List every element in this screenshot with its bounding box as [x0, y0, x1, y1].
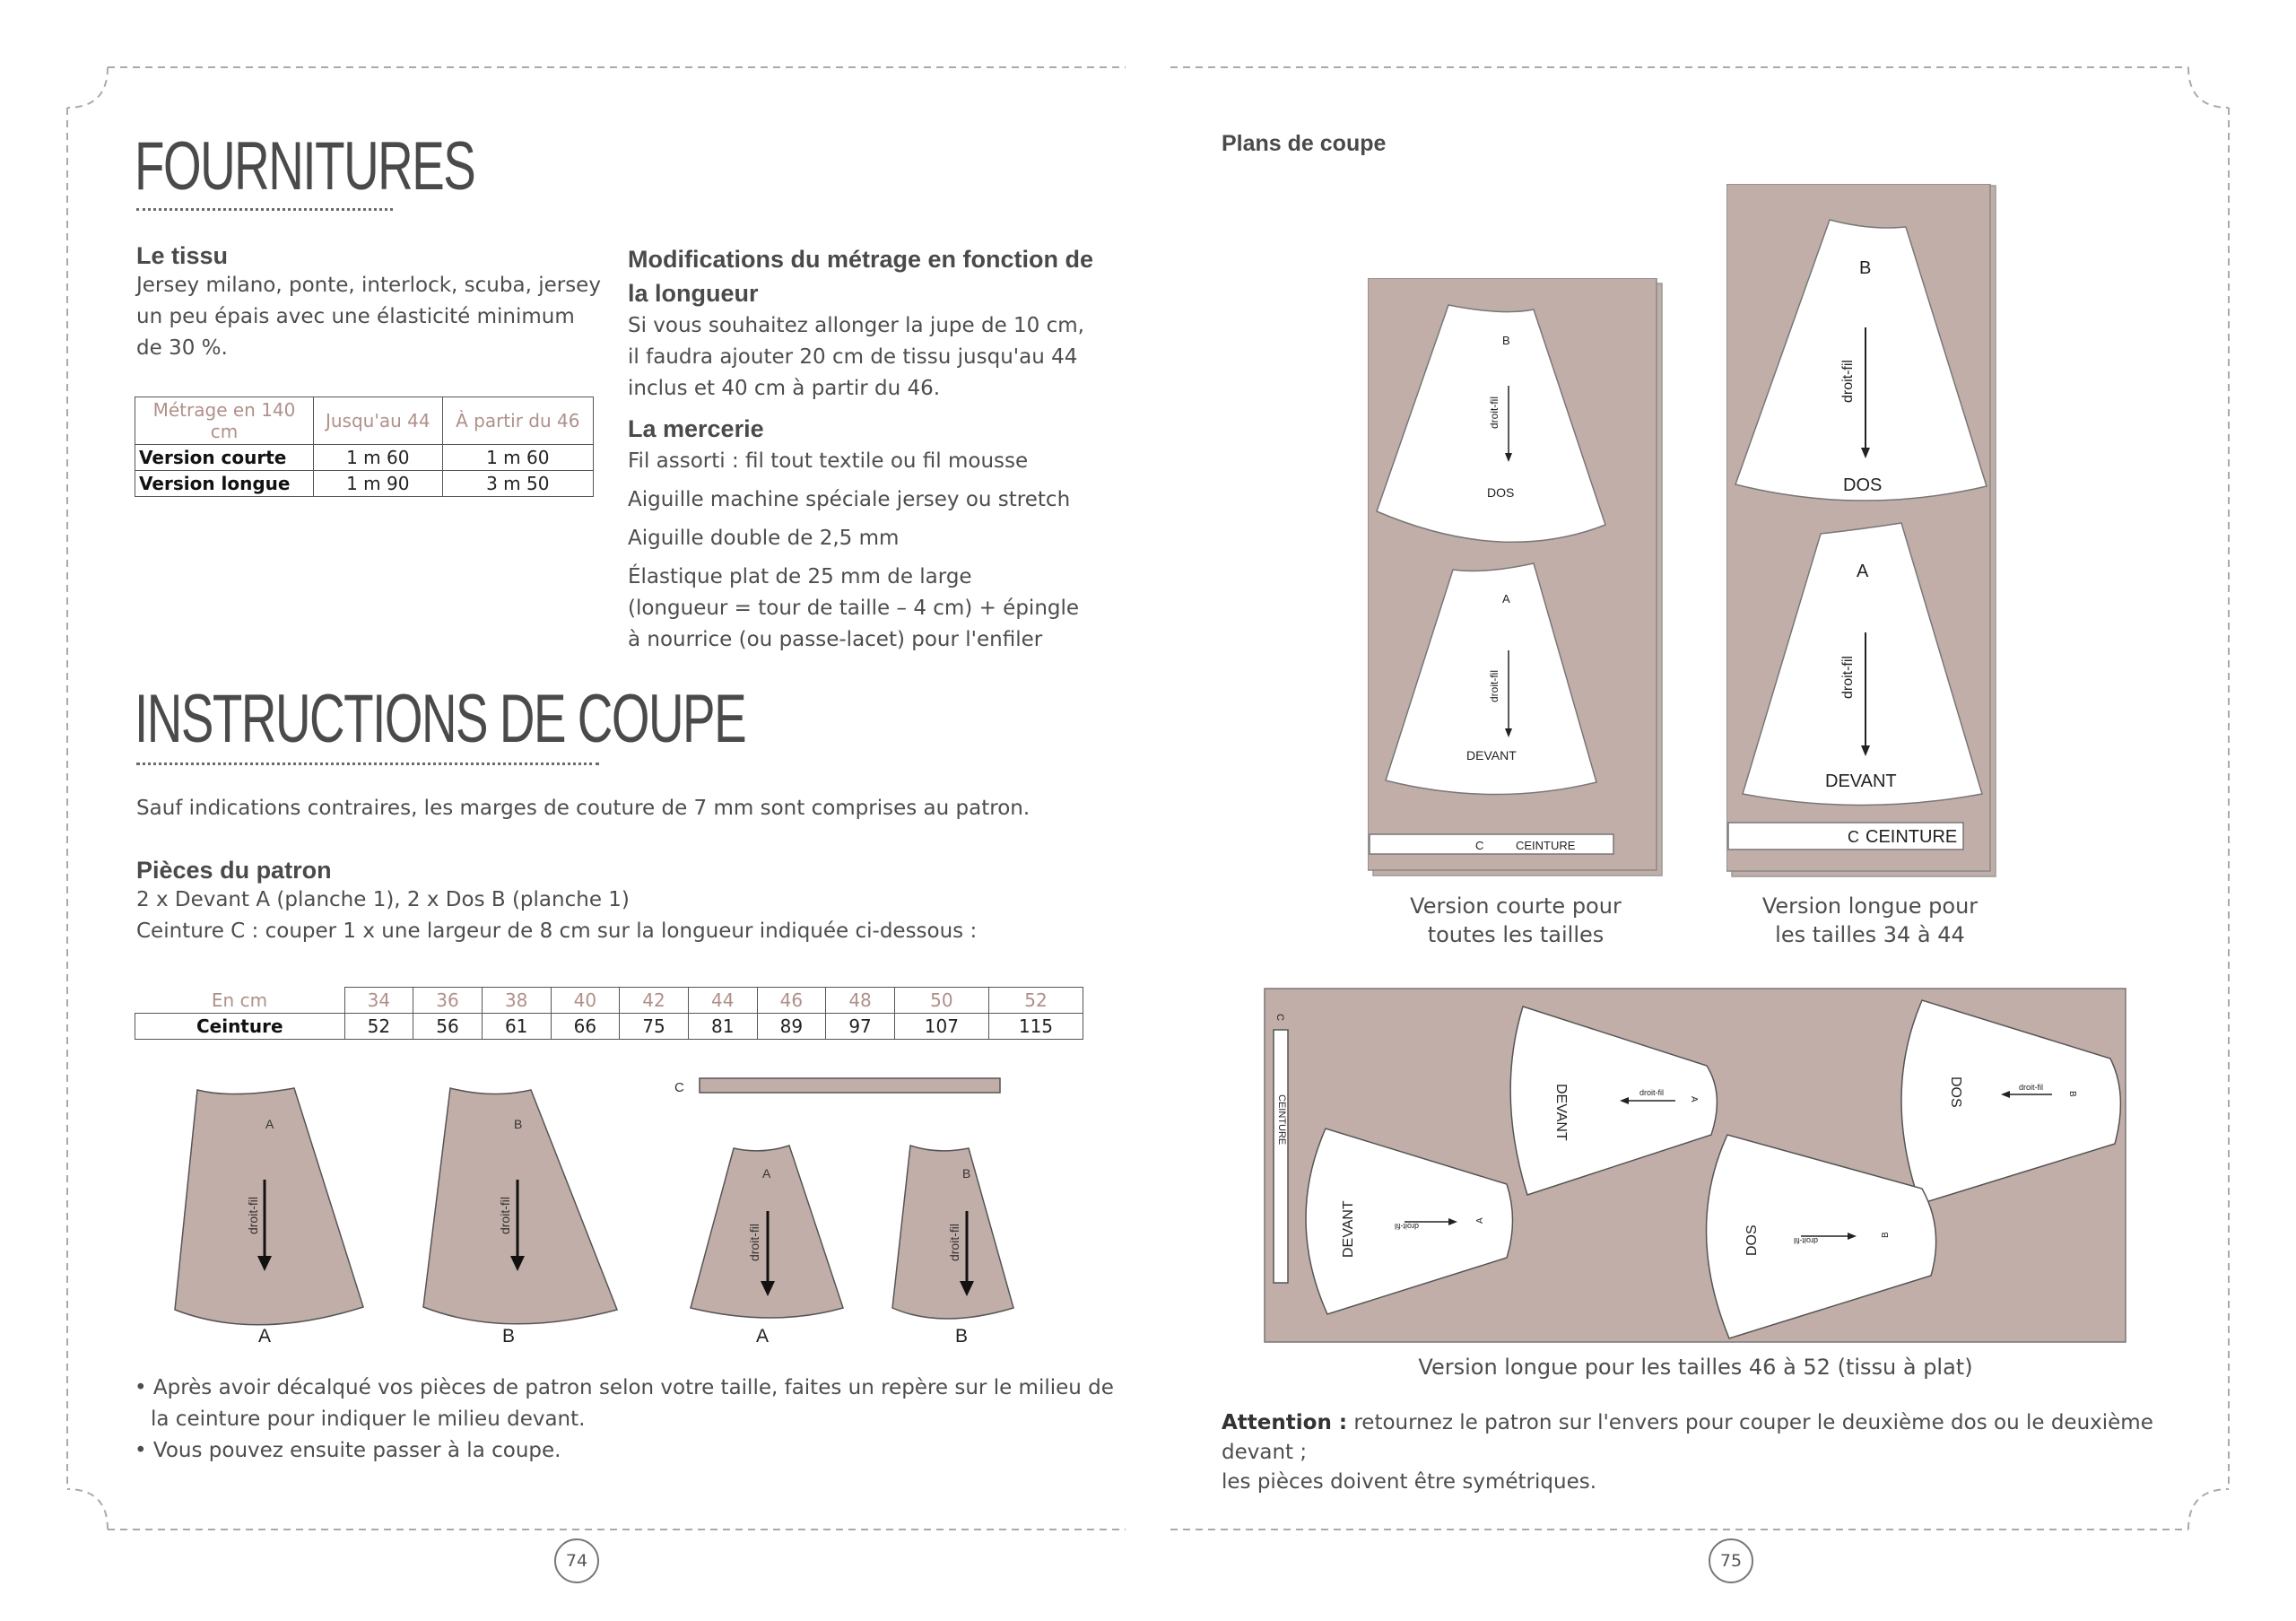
table-header: 46: [757, 988, 826, 1014]
piece-caption: A: [756, 1326, 770, 1346]
list-item: • Vous pouvez ensuite passer à la coupe.: [135, 1439, 561, 1462]
table-header: 34: [344, 988, 413, 1014]
piece-caption: B: [955, 1326, 969, 1346]
heading-fournitures: FOURNITURES: [135, 128, 475, 205]
ceinture-piece: [700, 1078, 1000, 1093]
table-cell: Version longue: [135, 471, 314, 497]
grain-label: droit-fil: [747, 1223, 761, 1262]
table-cell: 1 m 60: [314, 445, 443, 471]
table-cell: Version courte: [135, 445, 314, 471]
grain-label: droit-fil: [1488, 669, 1500, 703]
piece-letter: B: [1881, 1232, 1891, 1238]
grain-label: droit-fil: [1488, 396, 1500, 430]
piece-label: DOS: [1843, 475, 1883, 495]
ceinture-letter: C: [674, 1080, 684, 1095]
table-header: Jusqu'au 44: [314, 397, 443, 445]
table-cell: 3 m 50: [442, 471, 593, 497]
table-row: [135, 445, 594, 471]
grain-label: droit-fil: [1840, 359, 1856, 404]
caption-short: [1381, 892, 1650, 949]
list-item: • Après avoir décalqué vos pièces de patron selon votre taille, faites un repère sur le milieu de: [135, 1376, 1114, 1399]
piece-letter: A: [1502, 592, 1510, 606]
pieces-title: Pièces du patron: [136, 857, 332, 884]
piece-label: DEVANT: [1341, 1200, 1356, 1258]
piece-caption: B: [502, 1326, 516, 1346]
pattern-pieces-illustration: [135, 1072, 1121, 1359]
ceinture-table: [135, 987, 1083, 1040]
mercerie-item: Élastique plat de 25 mm de large: [628, 565, 972, 588]
grain-label: droit-fil: [1793, 1236, 1818, 1245]
piece-label: DEVANT: [1466, 748, 1517, 763]
piece-label: CEINTURE: [1866, 827, 1958, 847]
metrage-table: [135, 397, 594, 497]
grain-label: droit-fil: [2019, 1083, 2044, 1092]
mercerie-title: La mercerie: [628, 415, 764, 442]
piece-label: CEINTURE: [1276, 1094, 1287, 1146]
table-cell: 66: [551, 1014, 620, 1040]
mercerie-item: à nourrice (ou passe-lacet) pour l'enfiler: [628, 628, 1043, 651]
piece-letter: A: [265, 1117, 274, 1131]
modifications-section: [628, 242, 1112, 656]
caption-line: Version longue pour: [1761, 893, 1979, 919]
table-header: À partir du 46: [442, 397, 593, 445]
tissu-section: [136, 242, 603, 364]
heading-underline: [136, 208, 393, 211]
tissu-title: Le tissu: [136, 242, 229, 269]
table-cell: 75: [620, 1014, 689, 1040]
pattern-ceinture: [1274, 1030, 1288, 1283]
piece-letter: A: [1689, 1096, 1699, 1102]
table-cell: 115: [988, 1014, 1083, 1040]
table-header: 38: [482, 988, 551, 1014]
tissu-line: Jersey milano, ponte, interlock, scuba, jersey: [136, 274, 601, 297]
modifications-line: il faudra ajouter 20 cm de tissu jusqu'au 44: [628, 345, 1078, 369]
table-header: 52: [988, 988, 1083, 1014]
cutting-layout-flat: [1263, 987, 2128, 1346]
table-cell: 97: [826, 1014, 895, 1040]
list-item: la ceinture pour indiquer le milieu devant.: [151, 1407, 586, 1431]
table-header: Métrage en 140 cm: [135, 397, 314, 445]
table-cell: 61: [482, 1014, 551, 1040]
table-cell: 81: [688, 1014, 757, 1040]
bullet-list: [135, 1373, 1121, 1467]
grain-label: droit-fil: [947, 1223, 961, 1262]
table-cell: 1 m 90: [314, 471, 443, 497]
table-row: [135, 1014, 1083, 1040]
page-number-right: 75: [1709, 1538, 1753, 1583]
pieces-line: 2 x Devant A (planche 1), 2 x Dos B (planche 1): [136, 888, 630, 911]
table-header: 36: [413, 988, 483, 1014]
piece-letter: A: [1857, 562, 1869, 581]
modifications-title-2: la longueur: [628, 280, 759, 307]
table-header: 44: [688, 988, 757, 1014]
piece-letter: A: [1475, 1217, 1485, 1224]
pieces-line: Ceinture C : couper 1 x une largeur de 8 cm sur la longueur indiquée ci-dessous :: [136, 919, 978, 943]
table-header: En cm: [135, 988, 345, 1014]
pieces-section: [136, 857, 1123, 947]
caption-long: [1735, 892, 2005, 949]
piece-letter: B: [514, 1117, 523, 1131]
piece-label: DOS: [1744, 1224, 1760, 1256]
piece-letter: C: [1274, 1014, 1285, 1021]
caption-line: toutes les tailles: [1427, 922, 1605, 947]
tissu-line: un peu épais avec une élasticité minimum: [136, 305, 575, 328]
cutting-layout-long: [1726, 184, 2005, 884]
table-cell: 1 m 60: [442, 445, 593, 471]
caption-line: Version courte pour: [1410, 893, 1622, 919]
attention-line2: les pièces doivent être symétriques.: [1222, 1470, 1597, 1494]
mercerie-item: Fil assorti : fil tout textile ou fil mousse: [628, 449, 1029, 473]
table-row: [135, 471, 594, 497]
mercerie-item: Aiguille machine spéciale jersey ou stretch: [628, 488, 1071, 511]
table-cell: 89: [757, 1014, 826, 1040]
caption-flat: Version longue pour les tailles 46 à 52 (tissu à plat): [1418, 1355, 1973, 1380]
grain-label: droit-fil: [1840, 655, 1856, 700]
piece-letter: B: [1502, 334, 1510, 347]
table-cell: 56: [413, 1014, 483, 1040]
mercerie-item: (longueur = tour de taille – 4 cm) + épingle: [628, 597, 1080, 620]
heading-underline: [136, 763, 599, 765]
table-header: 50: [894, 988, 988, 1014]
piece-label: CEINTURE: [1516, 839, 1576, 852]
grain-label: droit-fil: [246, 1196, 260, 1235]
cutting-layout-short: [1368, 278, 1673, 879]
grain-label: droit-fil: [1394, 1222, 1419, 1231]
piece-label: DEVANT: [1825, 771, 1897, 791]
piece-letter: B: [2067, 1091, 2077, 1097]
mercerie-item: Aiguille double de 2,5 mm: [628, 527, 900, 550]
pattern-ceinture: [1370, 834, 1613, 854]
table-cell: Ceinture: [135, 1014, 345, 1040]
table-cell: 107: [894, 1014, 988, 1040]
modifications-title-1: Modifications du métrage en fonction de: [628, 246, 1094, 273]
marges-note: Sauf indications contraires, les marges de couture de 7 mm sont comprises au patron.: [136, 797, 1031, 820]
attention-note: [1222, 1408, 2208, 1497]
grain-label: droit-fil: [498, 1196, 512, 1235]
grain-label: droit-fil: [1639, 1088, 1665, 1097]
attention-label: Attention :: [1222, 1411, 1348, 1434]
attention-text: retournez le patron sur l'envers pour couper le deuxième dos ou le deuxième devant ;: [1222, 1411, 2153, 1464]
heading-instructions: INSTRUCTIONS DE COUPE: [135, 681, 746, 757]
plans-title: Plans de coupe: [1222, 131, 1387, 156]
piece-letter: C: [1475, 839, 1484, 852]
piece-letter: C: [1848, 828, 1859, 846]
piece-label: DEVANT: [1553, 1084, 1569, 1141]
modifications-line: inclus et 40 cm à partir du 46.: [628, 377, 941, 400]
piece-label: DOS: [1487, 485, 1515, 500]
page-number-left: 74: [554, 1538, 599, 1583]
piece-label: DOS: [1948, 1076, 1963, 1108]
table-header: 42: [620, 988, 689, 1014]
tissu-line: de 30 %.: [136, 336, 228, 360]
piece-letter: A: [762, 1166, 771, 1181]
piece-letter: B: [1859, 258, 1872, 278]
piece-caption: A: [258, 1326, 272, 1346]
modifications-line: Si vous souhaitez allonger la jupe de 10 cm,: [628, 314, 1084, 337]
table-header: 40: [551, 988, 620, 1014]
caption-line: les tailles 34 à 44: [1775, 922, 1965, 947]
table-cell: 52: [344, 1014, 413, 1040]
piece-letter: B: [962, 1166, 971, 1181]
table-header: 48: [826, 988, 895, 1014]
